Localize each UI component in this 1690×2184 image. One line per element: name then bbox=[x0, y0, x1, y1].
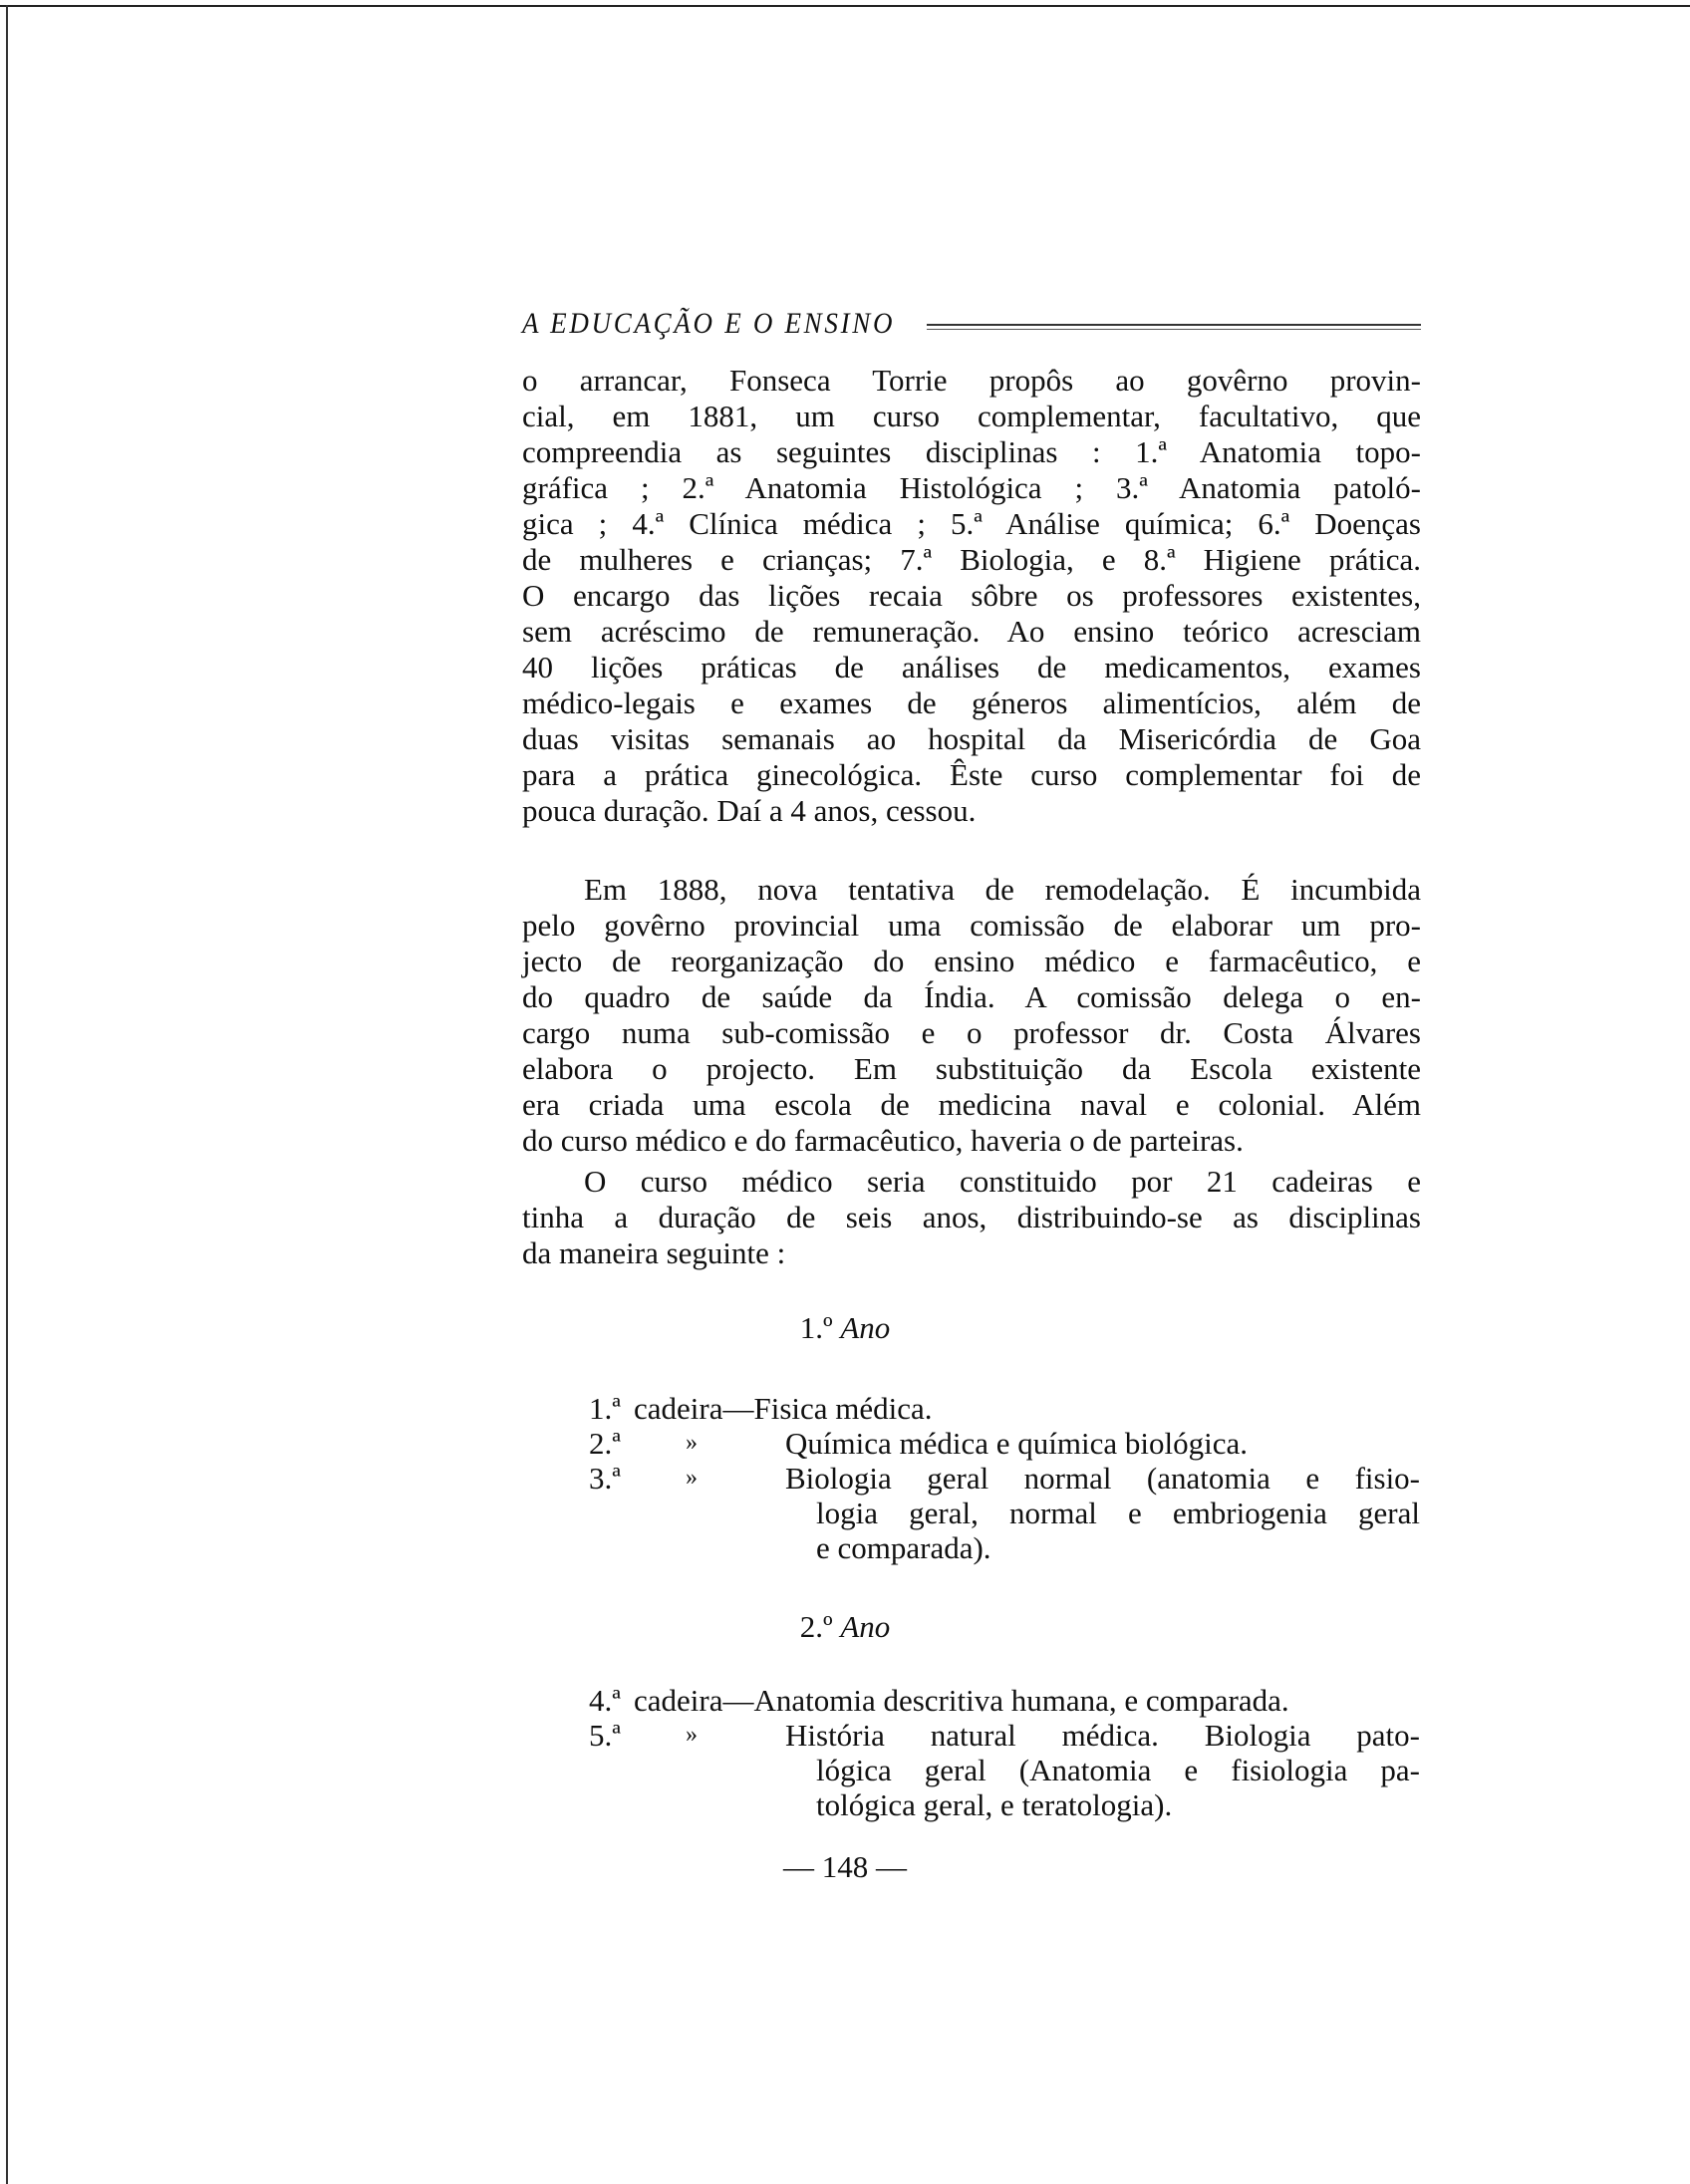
text-line: médico-legais e exames de géneros alimentícios, além de bbox=[522, 685, 1421, 720]
page-number: — 148 — bbox=[783, 1849, 907, 1884]
chair-number: 1.ª bbox=[589, 1391, 621, 1426]
paragraph bbox=[522, 1164, 1421, 1271]
year-number: 2.º bbox=[799, 1609, 833, 1644]
course-entry-line bbox=[0, 1391, 1690, 1426]
text-line: O encargo das lições recaia sôbre os professores existentes, bbox=[522, 578, 1421, 613]
text-line: do curso médico e do farmacêutico, haveria o de parteiras. bbox=[522, 1123, 1244, 1158]
chair-number: 5.ª bbox=[589, 1718, 621, 1753]
chair-subject: e comparada). bbox=[816, 1530, 991, 1565]
text-line: para a prática ginecológica. Êste curso complementar foi de bbox=[522, 757, 1421, 792]
year-label: Ano bbox=[840, 1310, 891, 1345]
running-title: A EDUCAÇÃO E O ENSINO bbox=[522, 307, 896, 340]
year-entries bbox=[0, 1683, 1690, 1822]
text-line: sem acréscimo de remuneração. Ao ensino teórico acresciam bbox=[522, 614, 1421, 649]
page-edge-top bbox=[0, 5, 1690, 7]
course-entry-line bbox=[0, 1753, 1690, 1787]
chair-subject: cadeira—Fisica médica. bbox=[634, 1391, 933, 1426]
chair-subject: cadeira—Anatomia descritiva humana, e comparada. bbox=[634, 1683, 1289, 1718]
course-entry-line bbox=[0, 1461, 1690, 1496]
year-entries bbox=[0, 1391, 1690, 1565]
text-line: o arrancar, Fonseca Torrie propôs ao govêrno provin- bbox=[522, 363, 1421, 398]
course-entry-line bbox=[0, 1718, 1690, 1753]
header-rule bbox=[927, 324, 1421, 330]
text-line: jecto de reorganização do ensino médico e farmacêutico, e bbox=[522, 944, 1421, 978]
text-line: duas visitas semanais ao hospital da Misericórdia de Goa bbox=[522, 721, 1421, 756]
text-line: gráfica ; 2.ª Anatomia Histológica ; 3.ª Anatomia patoló- bbox=[522, 470, 1421, 505]
chair-number: 4.ª bbox=[589, 1683, 621, 1718]
year-label: Ano bbox=[840, 1609, 891, 1644]
text-line: pelo govêrno provincial uma comissão de elaborar um pro- bbox=[522, 908, 1421, 943]
chair-subject: Biologia geral normal (anatomia e fisio- bbox=[785, 1461, 1420, 1496]
paragraph bbox=[522, 872, 1421, 1159]
year-number: 1.º bbox=[799, 1310, 833, 1345]
paragraph bbox=[522, 363, 1421, 829]
text-line: de mulheres e crianças; 7.ª Biologia, e 8.ª Higiene prática. bbox=[522, 542, 1421, 577]
text-line: 40 lições práticas de análises de medicamentos, exames bbox=[522, 650, 1421, 684]
chair-subject: História natural médica. Biologia pato- bbox=[785, 1718, 1420, 1753]
chair-number: 2.ª bbox=[589, 1426, 621, 1461]
chair-subject: lógica geral (Anatomia e fisiologia pa- bbox=[816, 1753, 1420, 1787]
ditto-mark: » bbox=[686, 1465, 698, 1491]
text-line: era criada uma escola de medicina naval e colonial. Além bbox=[522, 1087, 1421, 1122]
course-entry-line bbox=[0, 1426, 1690, 1461]
text-line: gica ; 4.ª Clínica médica ; 5.ª Análise química; 6.ª Doenças bbox=[522, 506, 1421, 541]
course-entry-line bbox=[0, 1496, 1690, 1530]
chair-number: 3.ª bbox=[589, 1461, 621, 1496]
text-line: cial, em 1881, um curso complementar, facultativo, que bbox=[522, 399, 1421, 433]
text-line: Em 1888, nova tentativa de remodelação. É incumbida bbox=[584, 872, 1421, 907]
text-line: tinha a duração de seis anos, distribuindo-se as disciplinas bbox=[522, 1200, 1421, 1234]
text-line: compreendia as seguintes disciplinas : 1.ª Anatomia topo- bbox=[522, 434, 1421, 469]
text-line: do quadro de saúde da Índia. A comissão delega o en- bbox=[522, 979, 1421, 1014]
chair-subject: Química médica e química biológica. bbox=[785, 1426, 1248, 1461]
chair-subject: tológica geral, e teratologia). bbox=[816, 1787, 1173, 1822]
course-entry-line bbox=[0, 1530, 1690, 1565]
text-line: cargo numa sub-comissão e o professor dr. Costa Álvares bbox=[522, 1015, 1421, 1050]
course-entry-line bbox=[0, 1787, 1690, 1822]
running-header bbox=[522, 304, 1421, 344]
course-entry-line bbox=[0, 1683, 1690, 1718]
ditto-mark: » bbox=[686, 1722, 698, 1748]
ditto-mark: » bbox=[686, 1430, 698, 1456]
text-line: O curso médico seria constituido por 21 cadeiras e bbox=[584, 1164, 1421, 1199]
text-line: elabora o projecto. Em substituição da Escola existente bbox=[522, 1051, 1421, 1086]
year-heading bbox=[0, 1310, 1690, 1346]
chair-subject: logia geral, normal e embriogenia geral bbox=[816, 1496, 1420, 1530]
year-heading bbox=[0, 1609, 1690, 1645]
text-line: da maneira seguinte : bbox=[522, 1235, 786, 1270]
text-line: pouca duração. Daí a 4 anos, cessou. bbox=[522, 793, 977, 828]
